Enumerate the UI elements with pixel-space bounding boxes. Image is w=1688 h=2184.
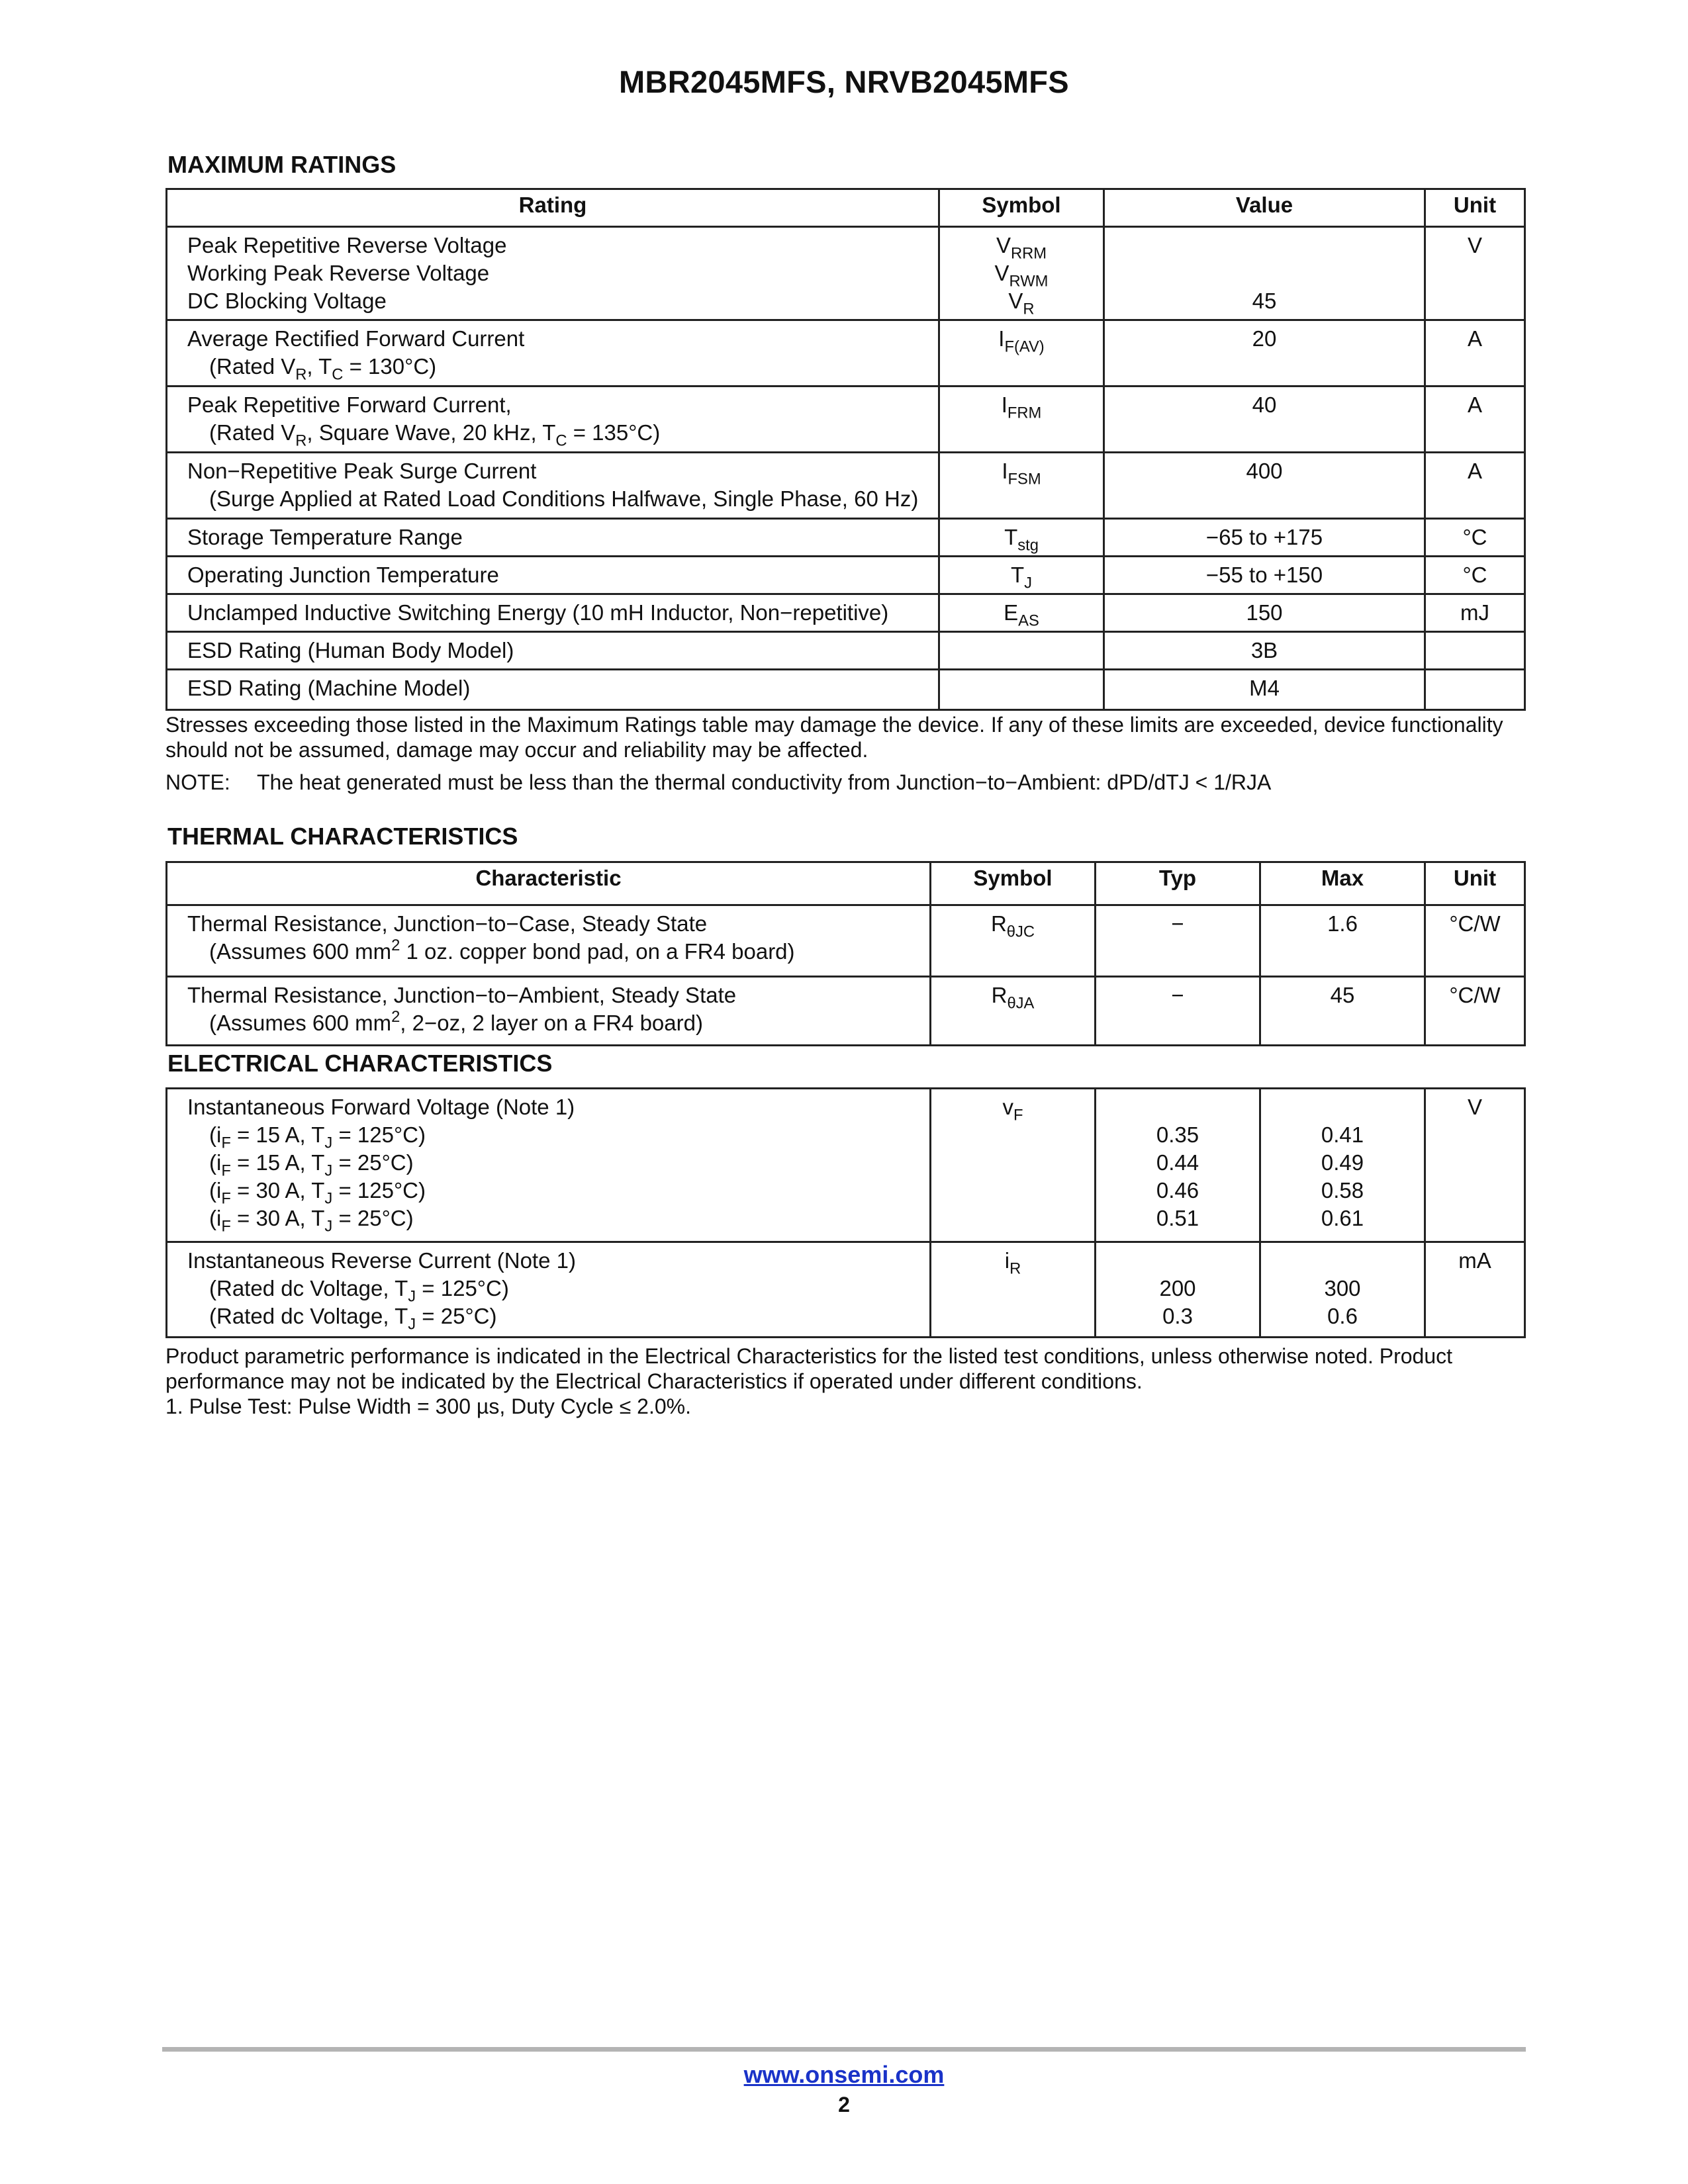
electrical-title: ELECTRICAL CHARACTERISTICS [167,1050,553,1077]
symbol-cell [939,632,1104,670]
value-cell: 45 [1104,227,1425,320]
table-row [167,453,1525,519]
thermal-note: NOTE: The heat generated must be less than the thermal conductivity from Junction−to−Ambient: dPD/dTJ < 1/RJA [165,770,1272,794]
unit-cell: °C [1425,557,1525,594]
unit-cell: A [1425,320,1525,387]
value-cell: 150 [1104,594,1425,632]
thermal-table [165,861,1526,1046]
max-cell: 1.6 [1260,905,1425,977]
symbol-cell: $E_{AS}$ [939,594,1104,632]
max-cell: 0.41 0.49 0.58 0.61 [1260,1089,1425,1242]
unit-cell: °C/W [1425,905,1525,977]
rating-cell: Storage Temperature Range [167,519,939,557]
col-header-typ: Typ [1096,862,1260,905]
unit-cell: V [1425,1089,1525,1242]
table-row [167,519,1525,557]
table-row [167,227,1525,320]
unit-cell [1425,670,1525,710]
max-ratings-table [165,188,1526,711]
value-cell: −65 to +175 [1104,519,1425,557]
table-row [167,905,1525,977]
table-row [167,1242,1525,1338]
table-row [167,387,1525,453]
stress-note: Stresses exceeding those listed in the Maximum Ratings table may damage the device. If any of these limits are exceeded, device functionality should not be assumed, damage may occur and reliability may be affected. [165,713,1503,762]
col-header-symbol: Symbol [931,862,1096,905]
table-header-row [167,189,1525,227]
symbol-cell [939,670,1104,710]
value-cell: 20 [1104,320,1425,387]
table-row [167,557,1525,594]
characteristic-cell: Thermal Resistance, Junction−to−Case, Steady State (Assumes 600 $mm^2$ 1 oz. copper bond pad, on a FR4 board) [167,905,931,977]
rating-cell: Non−Repetitive Peak Surge Current (Surge Applied at Rated Load Conditions Halfwave, Single Phase, 60 Hz) [167,453,939,519]
unit-cell: mJ [1425,594,1525,632]
max-cell: 300 0.6 [1260,1242,1425,1338]
col-header-characteristic: Characteristic [167,862,931,905]
rating-cell: Unclamped Inductive Switching Energy (10 mH Inductor, Non−repetitive) [167,594,939,632]
unit-cell: mA [1425,1242,1525,1338]
footer-divider [162,2047,1526,2052]
rating-cell: Peak Repetitive Forward Current, (Rated $V_R$, Square Wave, 20 kHz, $T_C = 135^\circ C$) [167,387,939,453]
symbol-cell: $T_J$ [939,557,1104,594]
symbol-cell: $I_{FRM}$ [939,387,1104,453]
product-note: Product parametric performance is indicated in the Electrical Characteristics for the listed test conditions, unless otherwise noted. Product performance may not be indicated by the Electrical Characteristics if operated under different conditions. [165,1344,1453,1393]
table-row [167,1089,1525,1242]
symbol-cell: $I_{FSM}$ [939,453,1104,519]
page-title: MBR2045MFS, NRVB2045MFS [619,64,1069,99]
value-cell: −55 to +150 [1104,557,1425,594]
unit-cell [1425,632,1525,670]
rating-cell: ESD Rating (Machine Model) [167,670,939,710]
characteristic-cell: Instantaneous Forward Voltage (Note 1) ($i_F = 15$ A, $T_J = 125^\circ C$) ($i_F = 15$ A, $T_J = 25^\circ C$) ($i_F = 30$ A, $T_J = 125^\circ C$) ($i_F = 30$ A, $T_J = 25^\circ C$) [167,1089,931,1242]
max-ratings-title: MAXIMUM RATINGS [167,151,397,178]
col-header-unit: Unit [1425,189,1525,227]
typ-cell: 0.35 0.44 0.46 0.51 [1096,1089,1260,1242]
page-number: 2 [838,2093,850,2116]
unit-cell: A [1425,453,1525,519]
characteristic-cell: Instantaneous Reverse Current (Note 1) (Rated dc Voltage, $T_J = 125^\circ C$) (Rated dc Voltage, $T_J = 25^\circ C$) [167,1242,931,1338]
col-header-rating: Rating [167,189,939,227]
symbol-cell: $R_{\theta JA}$ [931,977,1096,1046]
max-cell: 45 [1260,977,1425,1046]
table-row [167,632,1525,670]
col-header-unit: Unit [1425,862,1525,905]
value-cell: 3B [1104,632,1425,670]
table-row [167,670,1525,710]
col-header-value: Value [1104,189,1425,227]
table-header-row [167,862,1525,905]
col-header-symbol: Symbol [939,189,1104,227]
value-cell: 400 [1104,453,1425,519]
electrical-table [165,1087,1526,1338]
typ-cell: − [1096,977,1260,1046]
symbol-cell: $R_{\theta JC}$ [931,905,1096,977]
value-cell: 40 [1104,387,1425,453]
col-header-max: Max [1260,862,1425,905]
unit-cell: °C [1425,519,1525,557]
symbol-cell: $V_{RRM}$ $V_{RWM}$ $V_R$ [939,227,1104,320]
unit-cell: °C/W [1425,977,1525,1046]
symbol-cell: $I_{F(AV)}$ [939,320,1104,387]
rating-cell: Peak Repetitive Reverse Voltage Working Peak Reverse Voltage DC Blocking Voltage [167,227,939,320]
footer-website-link[interactable]: www.onsemi.com [743,2061,945,2088]
rating-cell: Average Rectified Forward Current (Rated $V_R$, $T_C = 130^\circ C$) [167,320,939,387]
typ-cell: 200 0.3 [1096,1242,1260,1338]
rating-cell: ESD Rating (Human Body Model) [167,632,939,670]
typ-cell: − [1096,905,1260,977]
value-cell: M4 [1104,670,1425,710]
unit-cell: A [1425,387,1525,453]
symbol-cell: $T_{stg}$ [939,519,1104,557]
thermal-title: THERMAL CHARACTERISTICS [167,823,518,850]
unit-cell: V [1425,227,1525,320]
symbol-cell: $i_R$ [931,1242,1096,1338]
table-row [167,594,1525,632]
footnote-pulse-test: 1. Pulse Test: Pulse Width = 300 µs, Duty Cycle ≤ 2.0%. [165,1394,691,1418]
characteristic-cell: Thermal Resistance, Junction−to−Ambient, Steady State (Assumes 600 $mm^2$, 2−oz, 2 layer on a FR4 board) [167,977,931,1046]
rating-cell: Operating Junction Temperature [167,557,939,594]
table-row [167,977,1525,1046]
symbol-cell: $v_F$ [931,1089,1096,1242]
table-row [167,320,1525,387]
